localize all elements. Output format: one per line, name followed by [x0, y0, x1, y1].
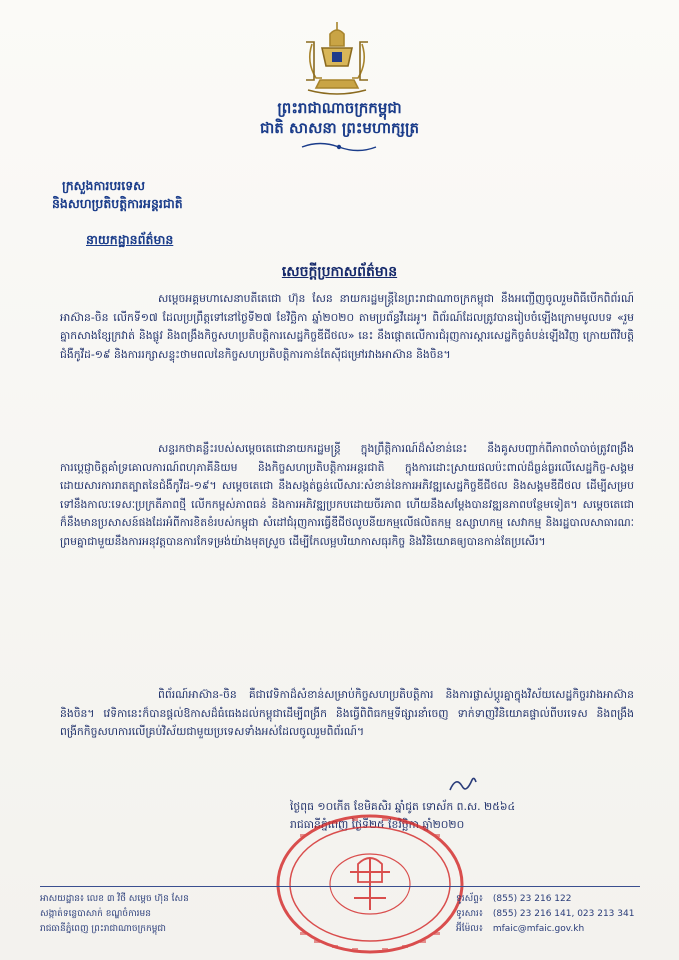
footer-contacts	[456, 892, 634, 937]
address-line2: សង្កាត់ទន្លេបាសាក់ ខណ្ឌចំការមន	[40, 909, 151, 919]
email-link[interactable]: mfaic@mfaic.gov.kh	[492, 924, 585, 934]
paragraph-2: សន្ទរកថាគន្លឹះរបស់សម្តេចតេជោនាយករដ្ឋមន្ត្រី ក្នុងព្រឹត្តិការណ៍ដ៏សំខាន់នេះ នឹងគូសបញ្ជាក់ពីភាពចាំបាច់ត្រូវពង្រឹងការប្តេជ្ញាចិត្តគាំទ្រគោលការណ៍ពហុភាគីនិយម និងកិច្ចសហប្រតិបត្តិការអន្តរជាតិ ក្នុងការដោះស្រាយផលប៉ះពាល់ដ៏ធ្ងន់ធ្ងរលើសេដ្ឋកិច្ច-សង្គម ដោយសារការរាតត្បាតនៃជំងឺកូវីដ-១៩។ សម្តេចតេជោ នឹងសង្កត់ធ្ងន់លើសារៈសំខាន់នៃការអភិវឌ្ឍសេដ្ឋកិច្ចឌីជីថល និងសង្គមឌីជីថល ដើម្បីសម្របទៅនឹងកាលៈទេសៈប្រក្រតីភាពថ្មី លើកកម្ពស់ភាពធន់ និងការអភិវឌ្ឍប្រកបដោយចីរភាព ហើយនឹងសម្តែងបានវឌ្ឍនភាពបន្ថែមទៀត។ សម្តេចតេជោ ក៏នឹងមានប្រសាសន៍ផងដែរអំពីការខិតខំរបស់កម្ពុជា សំដៅជំរុញការធ្វើឌីជីថលូបនីយកម្មលើផលិតកម្ម ឧស្សាហកម្ម សេវាកម្ម និងរដ្ឋបាលសាធារណៈ ព្រមគ្នាជាមួយនឹងការអនុវត្តបានការកែទម្រង់យ៉ាងមុតស្រួច ដើម្បីកែលម្អបរិយាកាសធុរកិច្ច និងវិនិយោគឲ្យបានកាន់តែប្រសើរ។	[60, 442, 634, 548]
address-line1: លេខ ៣ វិថី សម្តេច ហ៊ុន សែន	[86, 894, 189, 904]
footer-address	[40, 892, 189, 937]
signature-mark-icon	[448, 772, 478, 796]
phone-label: ទូរស័ព្ទ៖	[456, 894, 483, 904]
national-motto: ជាតិ សាសនា ព្រះមហាក្សត្រ	[260, 119, 419, 137]
footer-divider	[40, 886, 640, 887]
paragraph-1: សម្តេចអគ្គមហាសេនាបតីតេជោ ហ៊ុន សែន នាយករដ្ឋមន្ត្រីនៃព្រះរាជាណាចក្រកម្ពុជា នឹងអញ្ជើញចូលរួមពិធីបើកពិព័រណ៍អាស៊ាន-ចិន លើកទី១៧ ដែលប្រព្រឹត្តទៅនៅថ្ងៃទី២៧ ខែវិច្ឆិកា ឆ្នាំ២០២០ តាមប្រព័ន្ធវីដេអូ។ ពិព័រណ៍ដែលត្រូវបានរៀបចំឡើងក្រោមមូលបទ «រួមគ្នាកសាងខ្សែក្រវាត់ និងផ្លូវ និងពង្រឹងកិច្ចសហប្រតិបត្តិការសេដ្ឋកិច្ចឌីជីថល» នេះ នឹងផ្តោតលើការជំរុញការស្តារសេដ្ឋកិច្ចតំបន់ឡើងវិញ ក្រោយពីវិបត្តិជំងឺកូវីដ-១៩ និងការរក្សាសន្ទុះថាមពលនៃកិច្ចសហប្រតិបត្តិការកាន់តែស៊ីជម្រៅរវាងអាស៊ាន និងចិន។	[60, 292, 634, 361]
fax-label: ទូរសារ៖	[456, 909, 483, 919]
document-title-text: សេចក្តីប្រកាសព័ត៌មាន	[281, 264, 398, 280]
ornament-divider-icon	[300, 140, 378, 154]
phone-row	[456, 892, 634, 907]
phone-value: (855) 23 216 122	[492, 894, 572, 904]
fax-value: (855) 23 216 141, 023 213 341	[492, 909, 635, 919]
lunar-date: ថ្ងៃពុធ ១០កើត ខែមិគសិរ ឆ្នាំជូត ទោស័ក ព.ស. ២៥៦៤	[290, 800, 516, 813]
email-label: អ៊ីម៉ែល៖	[456, 924, 483, 934]
royal-emblem-icon	[292, 18, 382, 96]
department-name: នាយកដ្ឋានព័ត៌មាន	[86, 232, 174, 247]
email-row	[456, 922, 634, 937]
kingdom-title: ព្រះរាជាណាចក្រកម្ពុជា	[277, 99, 402, 117]
document-title	[0, 262, 679, 283]
place-date: រាជធានីភ្នំពេញ ថ្ងៃទី២៥ ខែវិច្ឆិកា ឆ្នាំ២០២០	[290, 818, 465, 831]
ministry-name-line2: និងសហប្រតិបត្តិការអន្តរជាតិ	[52, 196, 183, 211]
ministry-name-line1: ក្រសួងការបរទេស	[62, 178, 146, 193]
address-line3: រាជធានីភ្នំពេញ ព្រះរាជាណាចក្រកម្ពុជា	[40, 924, 166, 934]
paragraph-3: ពិព័រណ៍អាស៊ាន-ចិន គឺជាវេទិកាដ៏សំខាន់សម្រាប់កិច្ចសហប្រតិបត្តិការ និងការផ្លាស់ប្តូរគ្នាក្នុងវិស័យសេដ្ឋកិច្ចរវាងអាស៊ាន និងចិន។ វេទិកានេះក៏បានផ្តល់ឱកាសដ៏ធំធេងដល់កម្ពុជាដើម្បីពង្រីក និងធ្វើពិពិធកម្មទីផ្សារនាំចេញ ទាក់ទាញវិនិយោគផ្ទាល់ពីបរទេស និងពង្រឹងពង្រីកកិច្ចសហការលើគ្រប់វិស័យជាមួយប្រទេសទាំងអស់ដែលចូលរួមពិព័រណ៍។	[60, 688, 634, 738]
official-seal-icon	[270, 812, 470, 957]
address-label: អាសយដ្ឋាន៖	[40, 894, 84, 904]
fax-row	[456, 907, 634, 922]
address-row	[40, 892, 189, 907]
